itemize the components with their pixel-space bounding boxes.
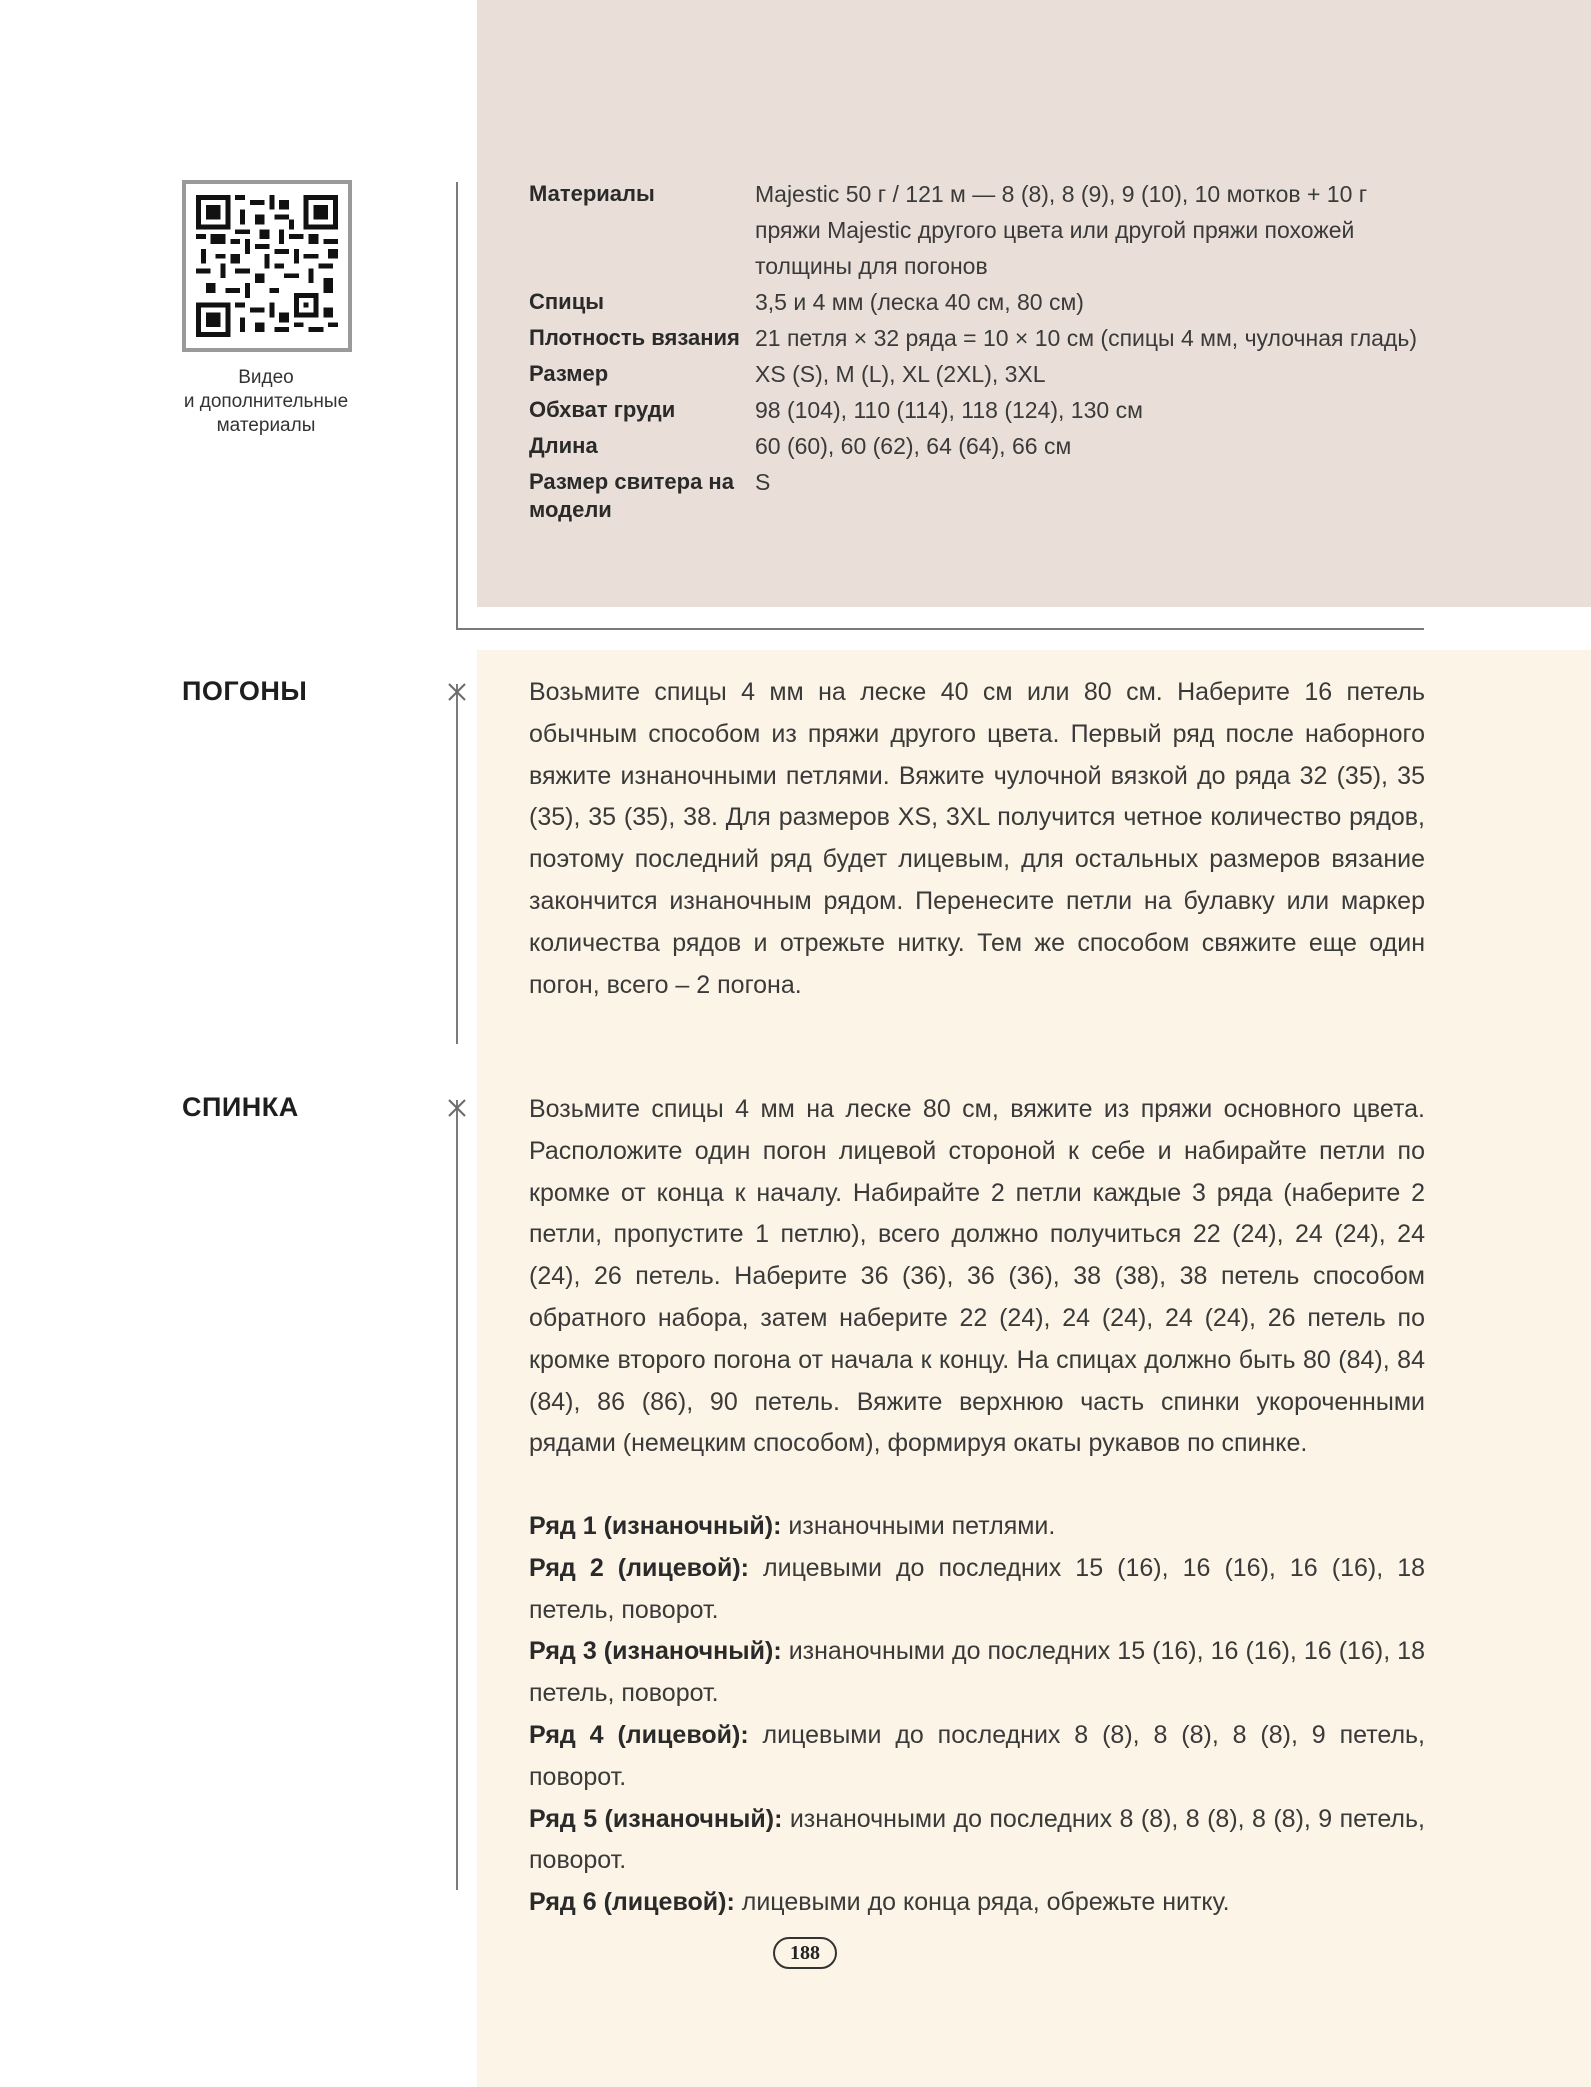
- vertical-divider: [456, 1100, 458, 1890]
- spec-row-length: Длина 60 (60), 60 (62), 64 (64), 66 см: [529, 433, 1072, 459]
- qr-caption: Видео и дополнительные материалы: [183, 367, 349, 436]
- spec-row-needles: Спицы 3,5 и 4 мм (леска 40 см, 80 см): [529, 289, 1084, 315]
- section-title-pogony: ПОГОНЫ: [182, 676, 308, 706]
- spec-row-materials: Материалы Majestic 50 г / 121 м — 8 (8), 8 (9), 9 (10), 10 мотков + 10 г пряжи Majestic другого цвета или другой пряжи похожей толщины для погонов: [529, 181, 1368, 279]
- cross-marker-icon: [445, 1096, 469, 1120]
- vertical-divider: [456, 182, 458, 628]
- row-instruction: Ряд 3 (изнаночный): изнаночными до последних 15 (16), 16 (16), 16 (16), 18 петель, поворот.: [529, 1637, 1425, 1708]
- row-instruction: Ряд 5 (изнаночный): изнаночными до последних 8 (8), 8 (8), 8 (8), 9 петель, поворот.: [529, 1804, 1425, 1875]
- row-instruction: Ряд 2 (лицевой): лицевыми до последних 15 (16), 16 (16), 16 (16), 18 петель, поворот.: [529, 1553, 1426, 1624]
- row-instruction: Ряд 1 (изнаночный): изнаночными петлями.: [529, 1512, 1056, 1540]
- vertical-divider: [456, 684, 458, 1044]
- spec-row-gauge: Плотность вязания 21 петля × 32 ряда = 10 × 10 см (спицы 4 мм, чулочная гладь): [529, 325, 1417, 351]
- pogony-paragraph: Возьмите спицы 4 мм на леске 40 см или 80 см. Наберите 16 петель обычным способом из пряжи другого цвета. Первый ряд после наборного вяжите изнаночными петлями. Вяжите чулочной вязкой до ряда 32 (35), 35 (35), 35 (35), 38. Для размеров XS, 3XL получится четное количество рядов, поэтому последний ряд будет лицевым, для остальных размеров вязание закончится изнаночным рядом. Перенесите петли на булавку или маркер количества рядов и отрежьте нитку. Тем же способом свяжите еще один погон, всего – 2 погона.: [529, 678, 1425, 999]
- cross-marker-icon: [445, 680, 469, 704]
- horizontal-divider: [456, 628, 1424, 630]
- section-title-spinka: СПИНКА: [182, 1092, 299, 1122]
- spec-row-size: Размер XS (S), M (L), XL (2XL), 3XL: [529, 361, 1046, 387]
- row-instruction: Ряд 6 (лицевой): лицевыми до конца ряда, обрежьте нитку.: [529, 1888, 1230, 1917]
- specs-table: [529, 176, 1429, 528]
- page-number: 188: [773, 1937, 837, 1969]
- qr-code-icon[interactable]: [182, 180, 352, 352]
- spec-row-chest: Обхват груди 98 (104), 110 (114), 118 (124), 130 см: [529, 397, 1143, 423]
- row-instructions: [529, 1506, 1425, 1924]
- spinka-paragraph: Возьмите спицы 4 мм на леске 80 см, вяжите из пряжи основного цвета. Расположите один погон лицевой стороной к себе и набирайте петли по кромке от конца к началу. Набирайте 2 петли каждые 3 ряда (наберите 2 петли, пропустите 1 петлю), всего должно получиться 22 (24), 24 (24), 24 (24), 26 петель. Наберите 36 (36), 36 (36), 38 (38), 38 петель способом обратного набора, затем наберите 22 (24), 24 (24), 24 (24), 26 петель по кромке второго погона от начала к концу. На спицах должно быть 80 (84), 84 (84), 86 (86), 90 петель. Вяжите верхнюю часть спинки укороченными рядами (немецким способом), формируя окаты рукавов по спинке.: [529, 1095, 1425, 1458]
- row-instruction: Ряд 4 (лицевой): лицевыми до последних 8 (8), 8 (8), 8 (8), 9 петель, поворот.: [529, 1720, 1426, 1791]
- spec-row-model-size: Размер свитера на модели S: [529, 469, 771, 522]
